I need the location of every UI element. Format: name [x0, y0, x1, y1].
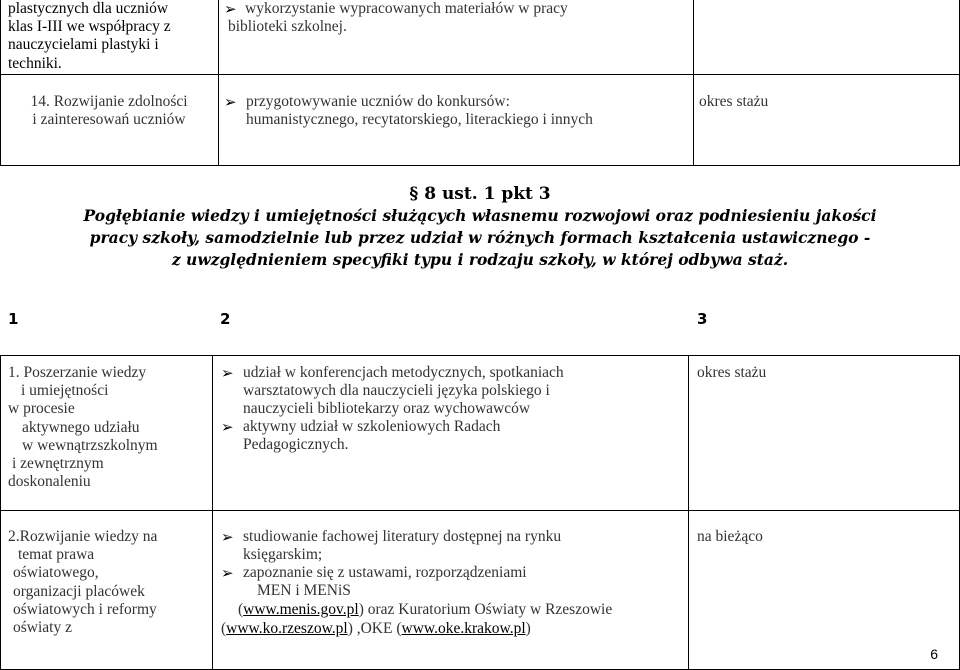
- paren: (: [221, 620, 227, 637]
- text-line: i umiejętności: [21, 382, 109, 400]
- section-title: § 8 ust. 1 pkt 3: [409, 184, 551, 204]
- text-line: i zewnętrznym: [12, 455, 104, 473]
- text-line: oświatowych i reformy: [13, 600, 157, 618]
- text-line: nauczycielami plastyki i: [8, 36, 159, 54]
- text-line: klas I-III we współpracy z: [8, 18, 171, 36]
- text-line: wykorzystanie wypracowanych materiałów w pracy: [245, 0, 568, 17]
- top-table-row1-cell3: [693, 0, 960, 75]
- text-line: aktywnego udziału: [22, 418, 140, 436]
- text-line: oświatowego,: [13, 564, 99, 582]
- arrowhead-bullet-icon: ➢: [221, 366, 234, 382]
- bottom-row2-col3-text: na bieżąco: [697, 528, 763, 545]
- link-mid: ) ,OKE (: [347, 620, 402, 637]
- text-line: w wewnątrzszkolnym: [22, 436, 158, 454]
- page-number: 6: [930, 646, 938, 662]
- top-row2-col3-text: okres stażu: [699, 93, 769, 110]
- text-line: humanistycznego, recytatorskiego, literackiego i innych: [246, 111, 593, 129]
- text-line: Pedagogicznych.: [243, 436, 349, 454]
- section-line-1: Pogłębianie wiedzy i umiejętności służących własnemu rozwojowi oraz podniesieniu jakości: [83, 206, 877, 225]
- text-line: temat prawa: [18, 546, 95, 564]
- top-row1-col1-text: [8, 0, 213, 73]
- paren: (: [238, 601, 244, 618]
- column-number-3: 3: [697, 310, 708, 328]
- arrowhead-bullet-icon: ➢: [221, 566, 234, 582]
- bottom-row2-links-line2: [221, 620, 681, 638]
- section-line-3: z uwzględnieniem specyfiki typu i rodzaju szkoły, w której odbywa staż.: [171, 250, 789, 269]
- arrowhead-bullet-icon: ➢: [221, 420, 234, 436]
- oke-link[interactable]: www.oke.krakow.pl: [401, 620, 526, 637]
- top-row2-col2-text: [246, 93, 686, 129]
- text-line: 14. Rozwijanie zdolności: [30, 93, 188, 110]
- column-number-1: 1: [8, 310, 19, 328]
- bottom-row1-col1-text: [8, 364, 208, 491]
- text-line: techniki.: [8, 54, 62, 72]
- text-line: nauczycieli bibliotekarzy oraz wychowawców: [243, 400, 531, 418]
- text-line: oświaty z: [13, 619, 72, 637]
- text-line: przygotowywanie uczniów do konkursów:: [246, 93, 510, 110]
- arrowhead-bullet-icon: ➢: [221, 530, 234, 546]
- bottom-row2-col2-item2: [243, 564, 683, 600]
- paren: ): [525, 620, 531, 637]
- text-line: organizacji placówek: [13, 582, 145, 600]
- text-line: i zainteresowań uczniów: [32, 111, 186, 129]
- text-line: w procesie: [8, 400, 75, 418]
- text-line: MEN i MENiS: [257, 582, 351, 600]
- top-row1-col2-text: [228, 0, 685, 36]
- text-line: 2.Rozwijanie wiedzy na: [8, 528, 158, 545]
- text-line: zapoznanie się z ustawami, rozporządzeniami: [243, 564, 527, 581]
- menis-link[interactable]: www.menis.gov.pl: [243, 601, 359, 618]
- text-line: biblioteki szkolnej.: [228, 18, 347, 36]
- top-row2-col1-text: [4, 93, 214, 129]
- text-line: studiowanie fachowej literatury dostępnej na rynku: [243, 528, 562, 545]
- bottom-row2-col2-item1: [243, 528, 683, 564]
- text-line: udział w konferencjach metodycznych, spotkaniach: [243, 364, 564, 381]
- bottom-row2-col1-text: [8, 528, 208, 637]
- text-line: doskonaleniu: [8, 473, 91, 491]
- bottom-row1-col3-text: okres stażu: [697, 364, 767, 381]
- text-line: aktywny udział w szkoleniowych Radach: [243, 418, 501, 435]
- bottom-row2-links-line1: [238, 601, 688, 619]
- kuratorium-link[interactable]: www.ko.rzeszow.pl: [226, 620, 348, 637]
- arrowhead-bullet-icon: ➢: [224, 2, 237, 18]
- bottom-row1-col2-item1: [243, 364, 683, 419]
- text-line: księgarskim;: [243, 546, 323, 564]
- bottom-row1-col2-item2: [243, 418, 683, 454]
- text-line: warsztatowych dla nauczycieli języka polskiego i: [243, 382, 550, 400]
- section-line-2: pracy szkoły, samodzielnie lub przez udział w różnych formach kształcenia ustawicznego -: [89, 228, 871, 247]
- link-suffix: ) oraz Kuratorium Oświaty w Rzeszowie: [358, 601, 613, 618]
- top-table-row2-cell3: [693, 74, 960, 166]
- arrowhead-bullet-icon: ➢: [224, 95, 237, 111]
- text-line: 1. Poszerzanie wiedzy: [8, 364, 147, 381]
- column-number-2: 2: [220, 310, 231, 328]
- text-line: plastycznych dla uczniów: [8, 0, 169, 17]
